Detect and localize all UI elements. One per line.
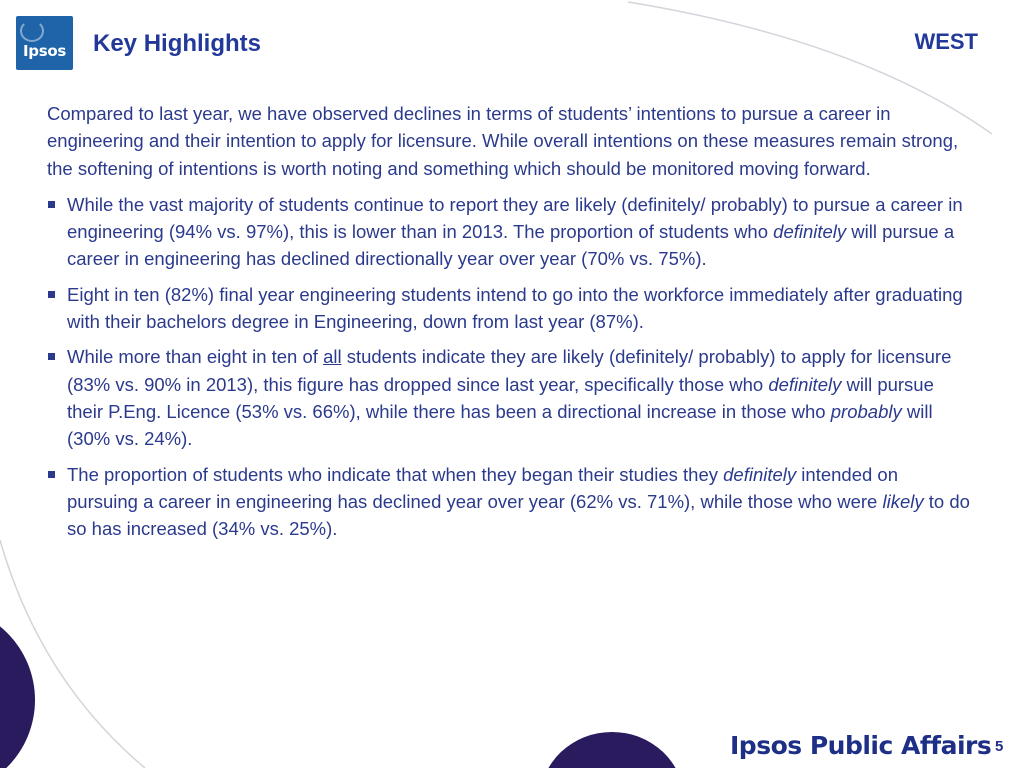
bullet-square-icon — [48, 201, 55, 208]
highlights-body — [47, 100, 972, 550]
ipsos-logo — [16, 16, 73, 70]
footer-brand: Ipsos Public Affairs — [730, 731, 992, 760]
purple-circle-left — [0, 605, 35, 768]
intro-paragraph: Compared to last year, we have observed declines in terms of students’ intentions to pursue a career in engineering and their intention to apply for licensure. While overall intentions on these measures remain strong, the softening of intentions is worth noting and something which should be monitored moving forward. — [47, 103, 959, 179]
logo-text: Ipsos — [23, 42, 66, 60]
list-item: While the vast majority of students continue to report they are likely (definitely/ probably) to pursue a career in engineering (94% vs. 97%), this is lower than in 2013. The proportion of students who definitely will pursue a career in engineering has declined directionally year over year (70% vs. 75%). — [47, 191, 972, 273]
bullet-square-icon — [48, 291, 55, 298]
region-label: WEST — [914, 29, 978, 54]
purple-circle-bottom — [540, 732, 684, 768]
list-item: The proportion of students who indicate that when they began their studies they definitely intended on pursuing a career in engineering has declined year over year (62% vs. 71%), while those who were likely to do so has increased (34% vs. 25%). — [47, 461, 972, 543]
bullet-square-icon — [48, 471, 55, 478]
list-item: Eight in ten (82%) final year engineering students intend to go into the workforce immediately after graduating with their bachelors degree in Engineering, down from last year (87%). — [47, 281, 972, 336]
logo-swirl-icon — [20, 20, 44, 42]
bullet-square-icon — [48, 353, 55, 360]
list-item: While more than eight in ten of all students indicate they are likely (definitely/ probably) to apply for licensure (83% vs. 90% in 2013), this figure has dropped since last year, specifically those who definitely will pursue their P.Eng. Licence (53% vs. 66%), while there has been a directional increase in those who probably will (30% vs. 24%). — [47, 343, 972, 452]
page-title: Key Highlights — [93, 30, 262, 57]
highlight-list — [47, 191, 972, 543]
page-number: 5 — [995, 738, 1004, 755]
